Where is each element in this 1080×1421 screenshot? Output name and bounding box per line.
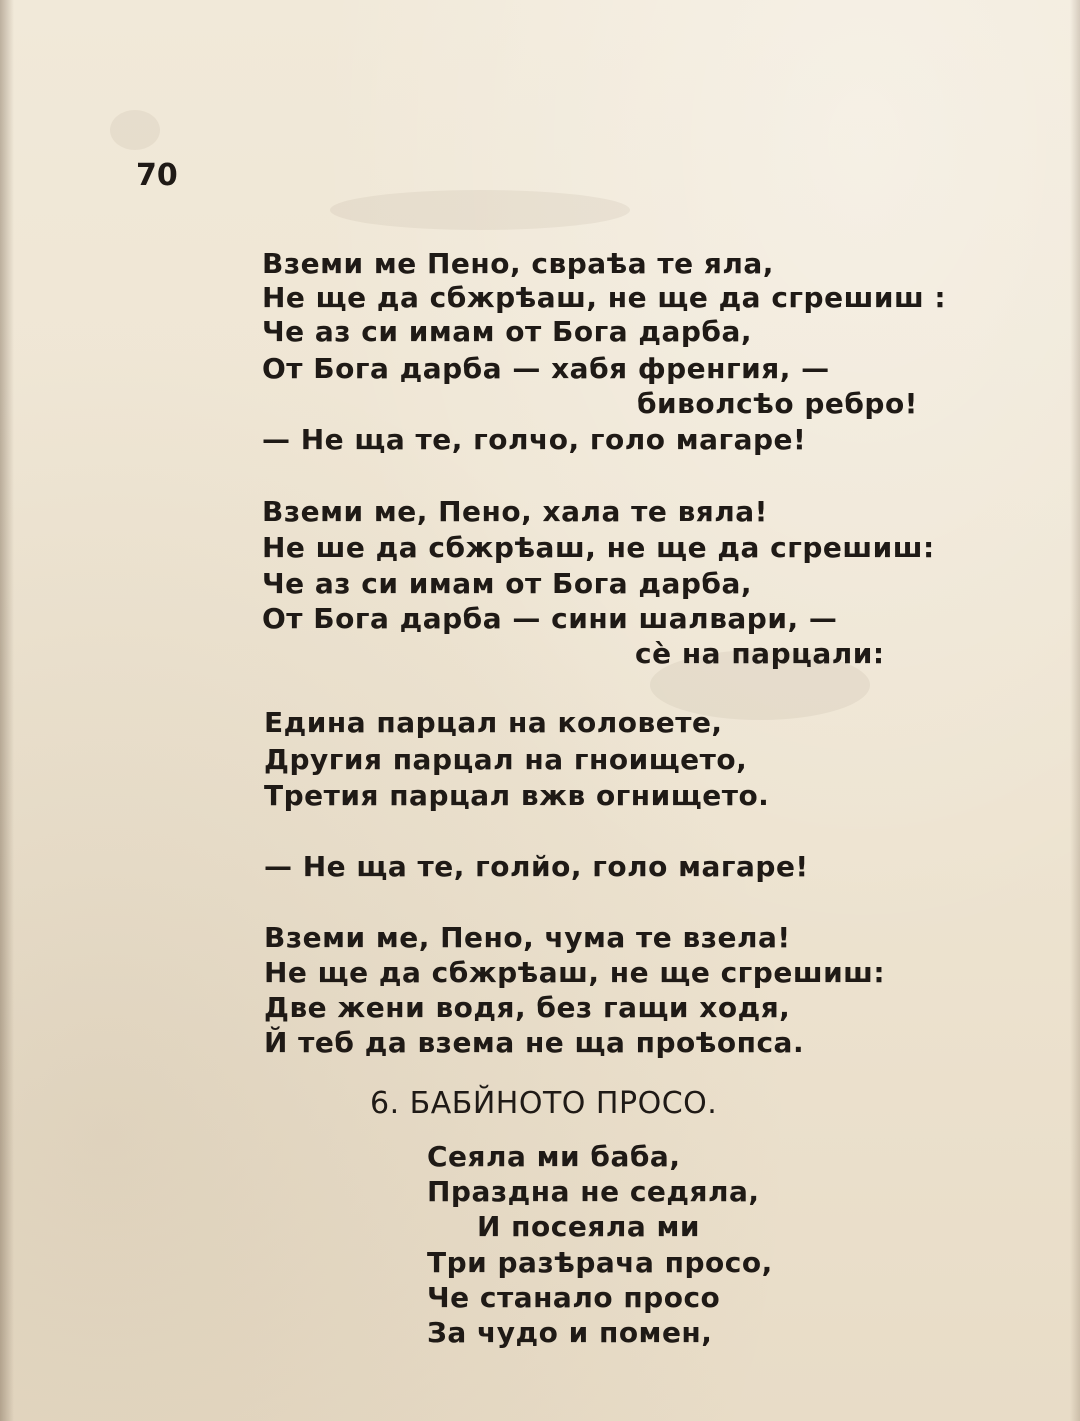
section-heading: 6. БАБЙНОТО ПРОСО. — [370, 1086, 718, 1121]
verse-line: Вземи ме Пено, свраѣа те яла, — [262, 247, 774, 280]
verse-line: Не ще да сбжрѣаш, не ще сгрешиш: — [264, 956, 886, 989]
verse-line: Вземи ме, Пено, хала те вяла! — [262, 495, 768, 528]
verse-line: Вземи ме, Пено, чума те взела! — [264, 921, 791, 954]
verse-line: — Не ща те, голчо, голо магаре! — [262, 423, 807, 456]
verse-line: Другия парцал на гноището, — [264, 743, 748, 776]
page-edge-right — [1070, 0, 1080, 1421]
verse-line: Праздна не седяла, — [427, 1175, 760, 1208]
verse-line: биволсѣо ребро! — [637, 387, 918, 420]
verse-line: От Бога дарба — сини шалвари, — — [262, 602, 838, 635]
verse-line: Не ще да сбжрѣаш, не ще да сгрешиш : — [262, 281, 947, 314]
page-edge-left — [0, 0, 14, 1421]
verse-line: За чудо и помен, — [427, 1316, 713, 1349]
verse-line: — Не ща те, голйо, голо магаре! — [264, 850, 809, 883]
paper-stain — [110, 110, 160, 150]
verse-line: Едина парцал на коловете, — [264, 706, 723, 739]
verse-line: Две жени водя, без гащи ходя, — [264, 991, 791, 1024]
verse-line: От Бога дарба — хабя френгия, — — [262, 352, 830, 385]
page-number: 70 — [136, 158, 178, 193]
verse-line: Не ше да сбжрѣаш, не ще да сгрешиш: — [262, 531, 935, 564]
verse-line: сѐ на парцали: — [635, 637, 885, 670]
verse-line: И посеяла ми — [477, 1210, 700, 1243]
verse-line: Че станало просо — [427, 1281, 721, 1314]
verse-line: Три разѣрача просо, — [427, 1246, 773, 1279]
verse-line: Че аз си имам от Бога дарба, — [262, 315, 752, 348]
paper-stain — [330, 190, 630, 230]
verse-line: Че аз си имам от Бога дарба, — [262, 567, 752, 600]
verse-line: Третия парцал вжв огнището. — [264, 779, 770, 812]
verse-line: Сеяла ми баба, — [427, 1140, 681, 1173]
verse-line: Й теб да взема не ща проѣопса. — [264, 1026, 805, 1059]
